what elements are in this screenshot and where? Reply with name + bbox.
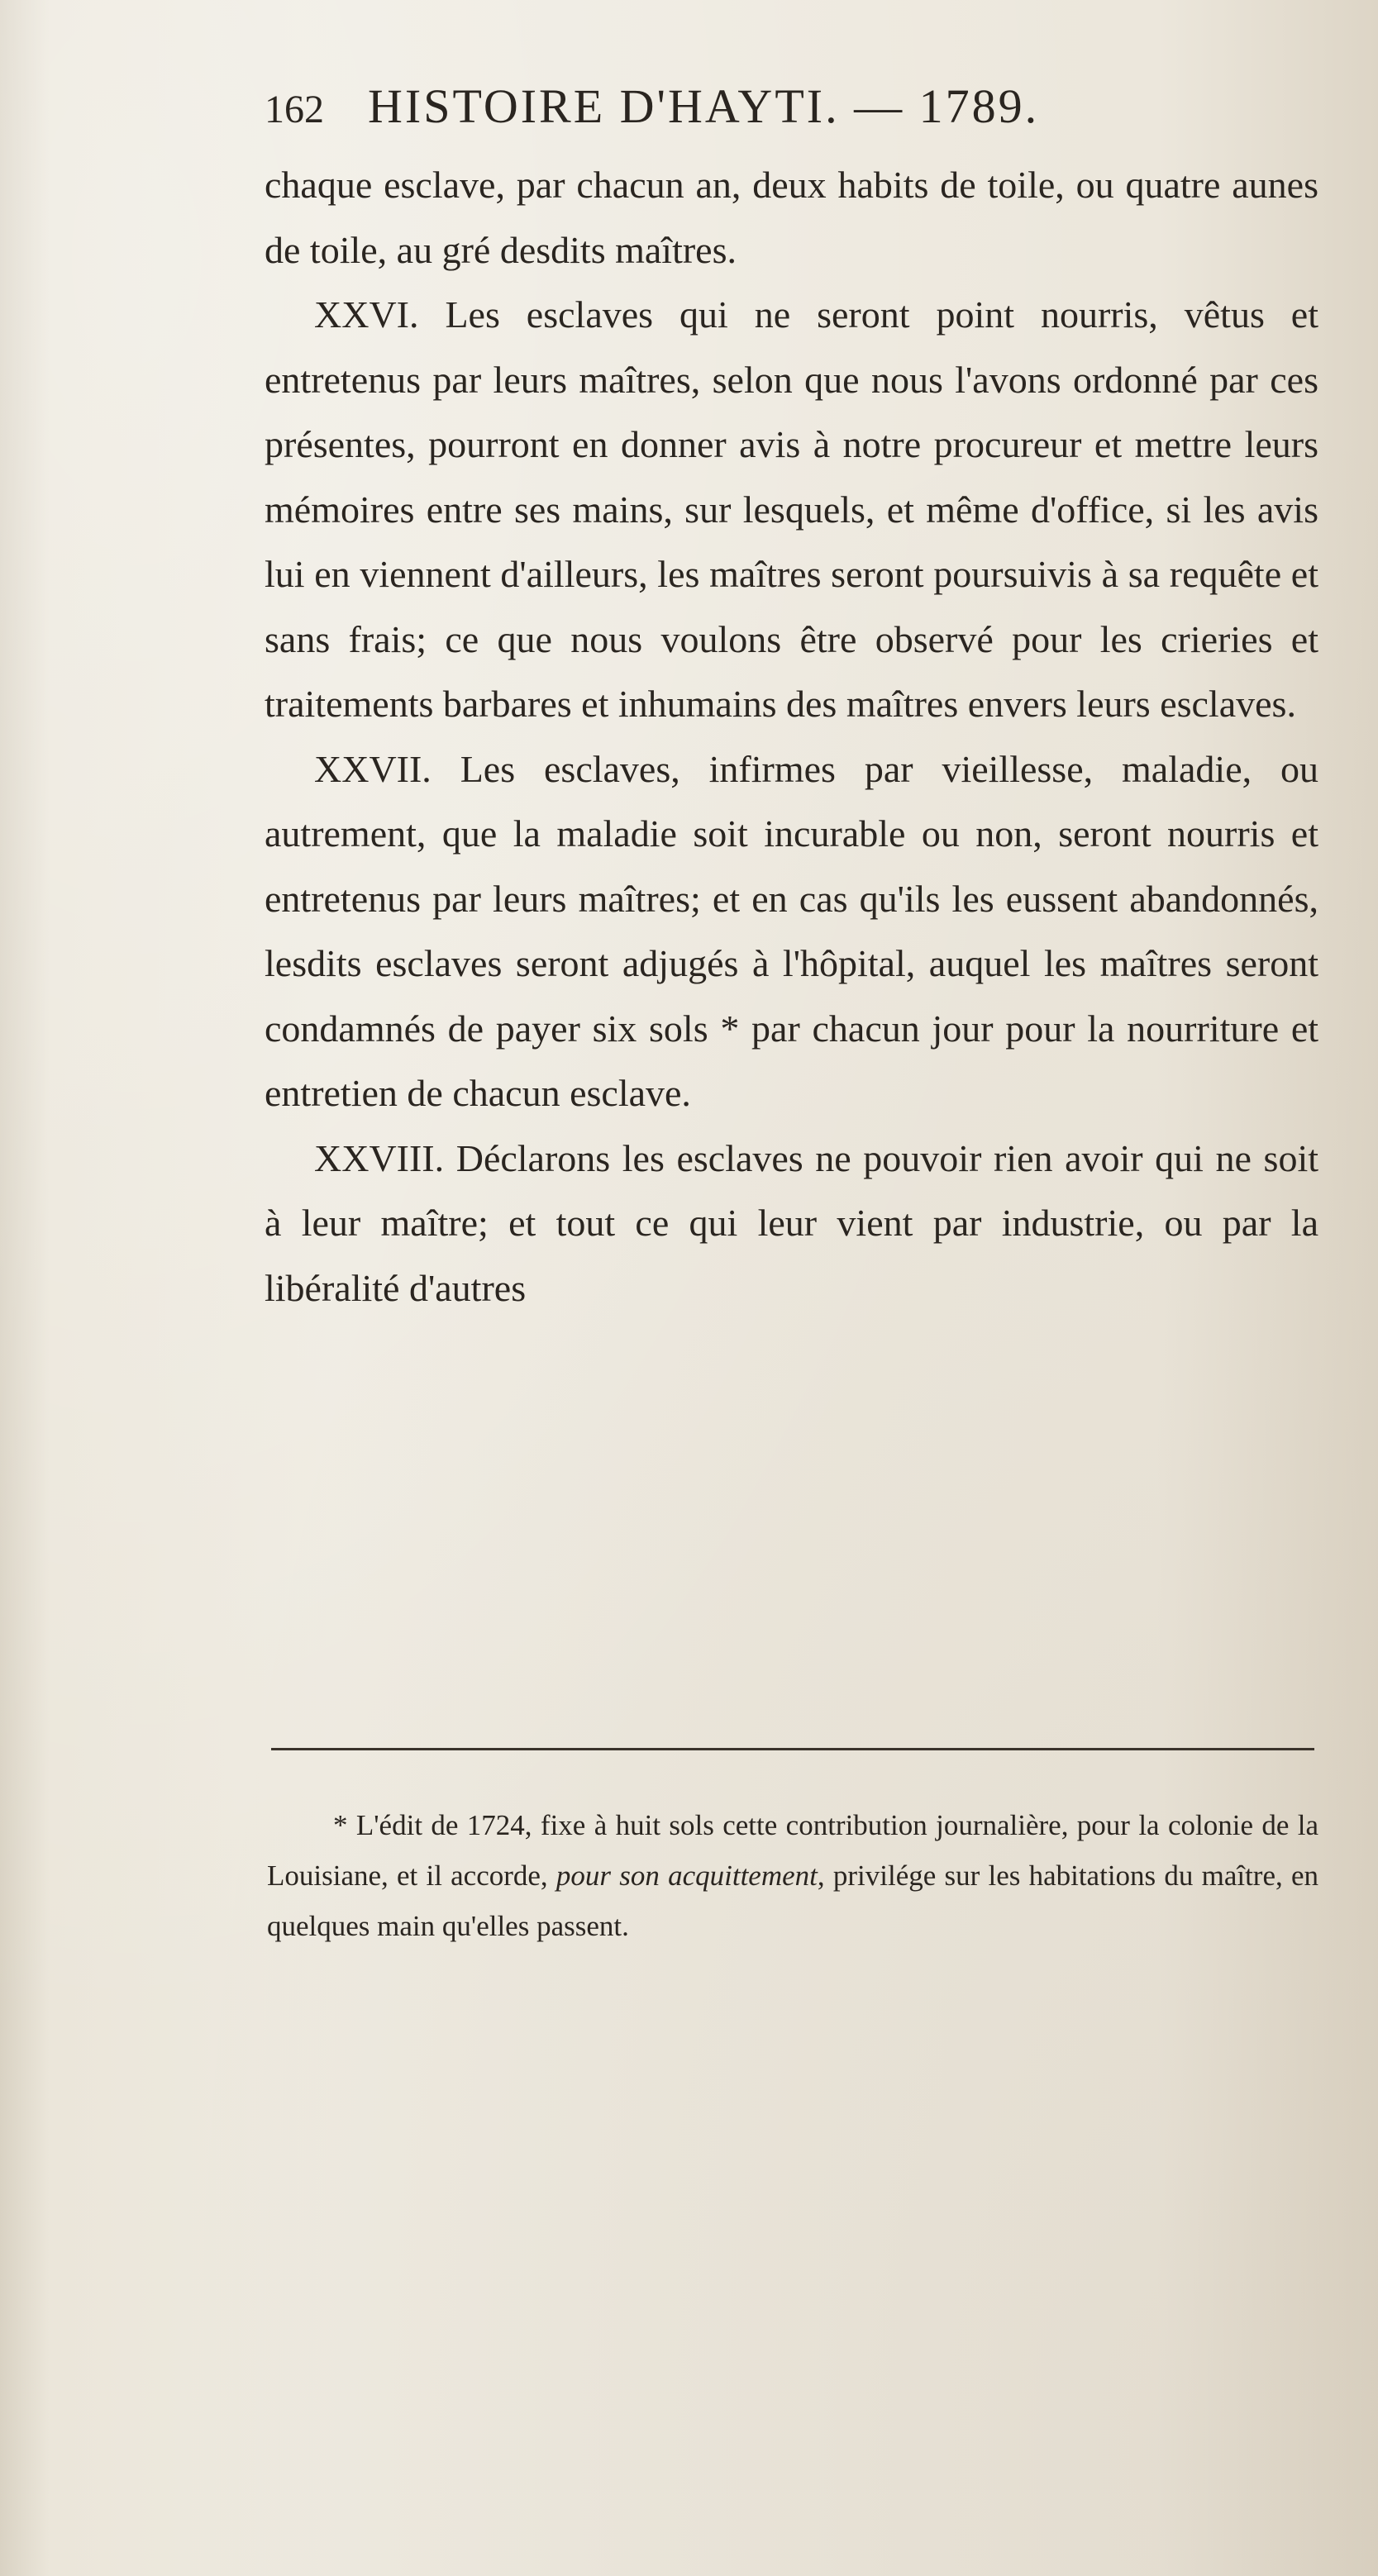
article-text: Déclarons les esclaves ne pouvoir rien avoir qui ne soit à leur maître; et tout ce qui leur vient par industrie, ou par la libéralité d'autres bbox=[265, 1136, 1319, 1309]
text-block bbox=[265, 79, 1318, 1321]
page-number: 162 bbox=[265, 88, 324, 131]
running-title: HISTOIRE D'HAYTI. — 1789. bbox=[368, 79, 1040, 133]
article-xxviii bbox=[265, 1126, 1318, 1321]
footnote-text: L'édit de 1724, fixe à huit sols cette contribution journalière, pour la colonie de la Louisiane, et il accorde, bbox=[267, 1809, 1318, 1892]
footnote-divider bbox=[271, 1748, 1314, 1750]
article-xxvii bbox=[265, 737, 1318, 1126]
article-xxvi bbox=[265, 283, 1318, 737]
footnote bbox=[267, 1800, 1318, 1951]
article-text: Les esclaves, infirmes par vieillesse, maladie, ou autrement, que la maladie soit incurable ou non, seront nourris et entretenus par leurs maîtres; et en cas qu'ils les eussent abandonnés, lesdits esclaves seront adjugés à l'hôpital, auquel les maîtres seront condamnés de payer six sols bbox=[265, 747, 1318, 1050]
footnote-marker: * bbox=[720, 1007, 740, 1050]
main-text bbox=[265, 153, 1318, 1321]
footnote-paragraph bbox=[267, 1800, 1318, 1951]
footnote-marker: * bbox=[333, 1809, 348, 1841]
article-text: Les esclaves qui ne seront point nourris, vêtus et entretenus par leurs maîtres, selon que nous l'avons ordonné par ces présentes, pourront en donner avis à notre procureur et mettre leurs mémoires entre ses mains, sur lesquels, et même d'office, si les avis lui en viennent d'ailleurs, les maîtres seront poursuivis à sa requête et sans frais; ce que nous voulons être observé pour les crieries et traitements barbares et inhumains des maîtres envers leurs esclaves. bbox=[265, 293, 1318, 725]
article-number: XXVII. bbox=[314, 747, 432, 790]
paragraph-continuation: chaque esclave, par chacun an, deux habits de toile, ou quatre aunes de toile, au gré desdits maîtres. bbox=[265, 164, 1318, 271]
footnote-italic-text: pour son acquittement bbox=[555, 1859, 818, 1892]
footnote-text: , privilége sur les habitations du maître, en quelques main qu'elles passent. bbox=[267, 1859, 1319, 1942]
article-number: XXVIII. bbox=[314, 1136, 445, 1179]
running-head bbox=[265, 79, 1318, 153]
article-number: XXVI. bbox=[314, 293, 419, 336]
article-text: par chacun jour pour la nourriture et entretien de chacun esclave. bbox=[265, 1007, 1319, 1114]
